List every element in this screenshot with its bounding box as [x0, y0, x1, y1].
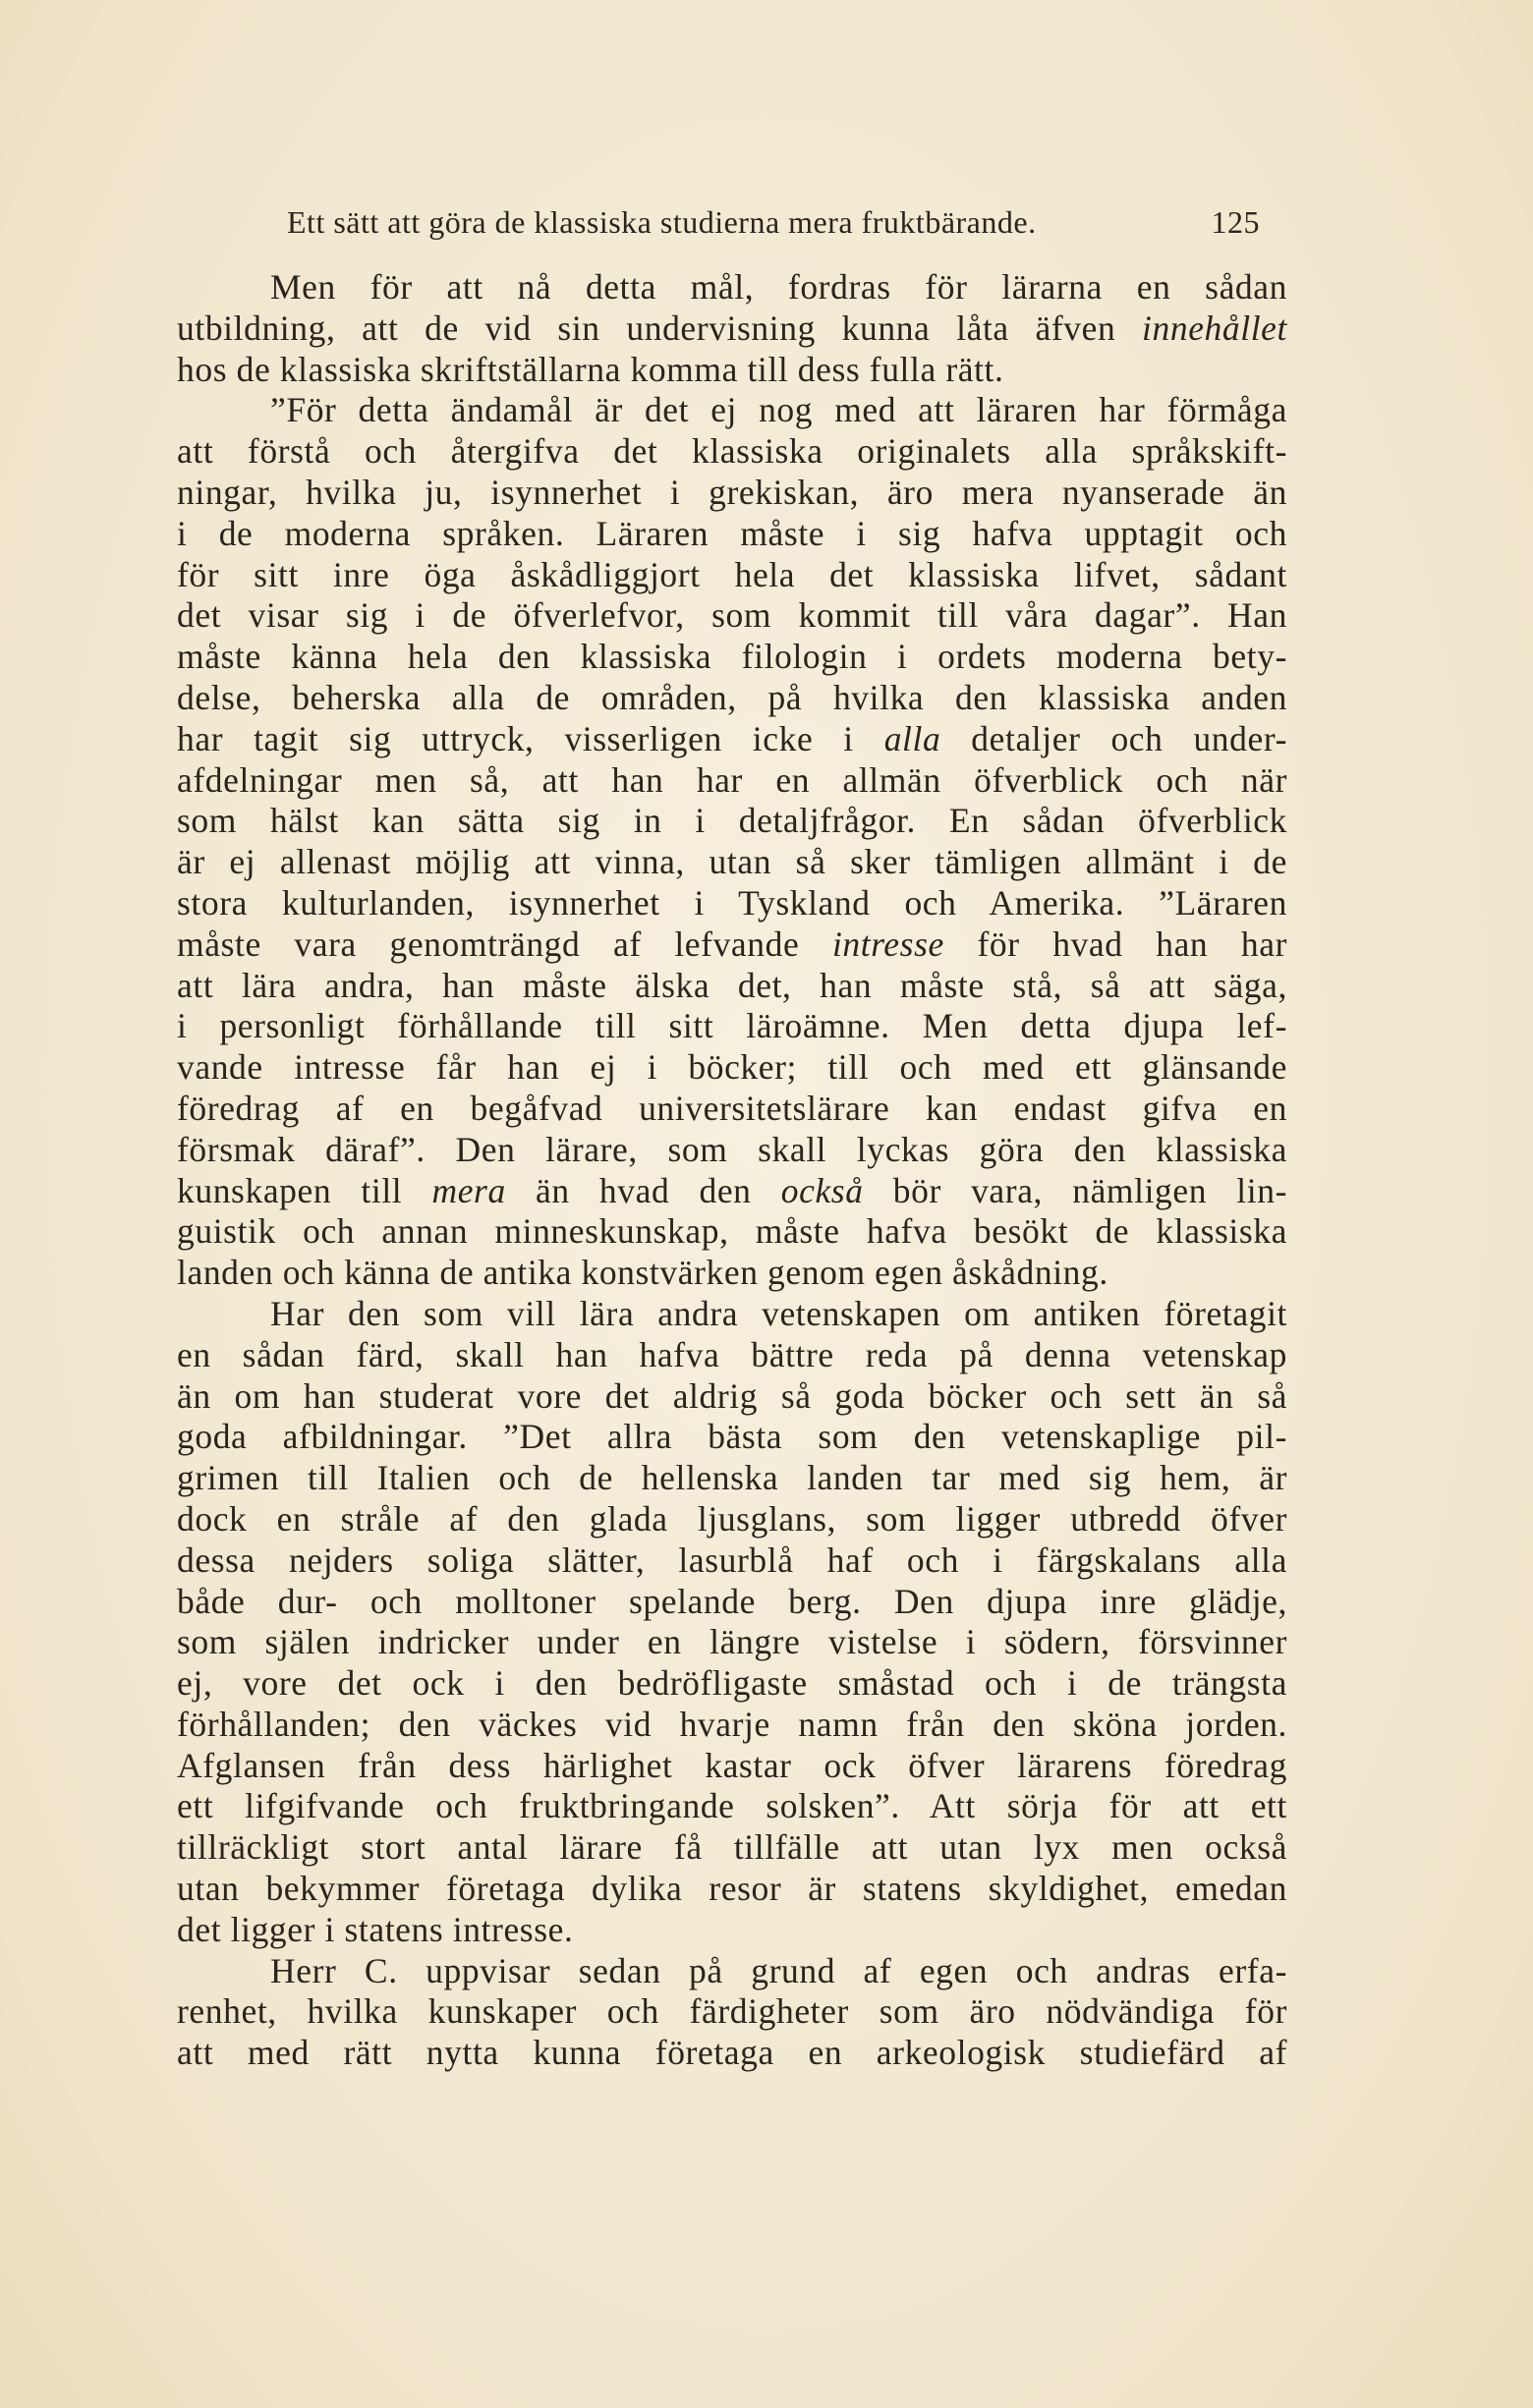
text-line: en sådan färd, skall han hafva bättre reda på denna vetenskap — [177, 1334, 1287, 1374]
text-line: renhet, hvilka kunskaper och färdigheter som äro nödvändiga för — [177, 1991, 1287, 2032]
text-line: i personligt förhållande till sitt läroämne. Men detta djupa lef- — [177, 1006, 1287, 1046]
text-line: det visar sig i de öfverlefvor, som kommit till våra dagar”. Han — [177, 595, 1287, 636]
text-line: Men för att nå detta mål, fordras för lärarna en sådan — [270, 267, 1287, 307]
text-line: föredrag af en begåfvad universitetslärare kan endast gifva en — [177, 1088, 1287, 1128]
text-segment: detaljer och under- — [940, 718, 1287, 758]
text-line: ej, vore det ock i den bedröfligaste småstad och i de trängsta — [177, 1663, 1287, 1704]
text-line: utan bekymmer företaga dylika resor är statens skyldighet, emedan — [177, 1869, 1287, 1909]
text-line: stora kulturlanden, isynnerhet i Tyskland och Amerika. ”Läraren — [177, 882, 1287, 923]
text-segment: för hvad han har — [943, 924, 1288, 964]
text-line: måste känna hela den klassiska filologin i ordets moderna bety- — [177, 637, 1287, 677]
text-segment: kunskapen till — [177, 1170, 432, 1210]
text-line: för sitt inre öga åskådliggjort hela det klassiska lifvet, sådant — [177, 554, 1287, 594]
text-line: ”För detta ändamål är det ej nog med att läraren har förmåga — [270, 390, 1287, 430]
text-line: hos de klassiska skriftställarna komma till dess fulla rätt. — [177, 349, 1004, 389]
emphasized-word: också — [780, 1170, 864, 1210]
text-segment: utbildning, att de vid sin undervisning kunna låta äfven — [177, 308, 1143, 348]
text-line: ningar, hvilka ju, isynnerhet i grekiskan, äro mera nyanserade än — [177, 472, 1287, 512]
text-line: Har den som vill lära andra vetenskapen om antiken företagit — [270, 1293, 1287, 1333]
running-title: Ett sätt att göra de klassiska studierna mera fruktbärande. — [287, 204, 1037, 240]
text-line — [177, 308, 1287, 350]
text-line: goda afbildningar. ”Det allra bästa som den vetenskaplige pil- — [177, 1417, 1287, 1457]
emphasized-word: intresse — [831, 924, 944, 964]
text-line: tillräckligt stort antal lärare få tillfälle att utan lyx men också — [177, 1827, 1287, 1868]
text-line: grimen till Italien och de hellenska landen tar med sig hem, är — [177, 1458, 1287, 1498]
text-line — [177, 1171, 1287, 1212]
text-line: som hälst kan sätta sig in i detaljfrågor. En sådan öfverblick — [177, 801, 1287, 841]
text-line: är ej allenast möjlig att vinna, utan så sker tämligen allmänt i de — [177, 842, 1287, 882]
text-line: förhållanden; den väckes vid hvarje namn från den sköna jorden. — [177, 1704, 1287, 1744]
text-segment: har tagit sig uttryck, visserligen icke i — [177, 718, 884, 758]
text-line: landen och känna de antika konstvärken genom egen åskådning. — [177, 1253, 1108, 1293]
page-number: 125 — [1211, 204, 1260, 240]
text-line: Herr C. uppvisar sedan på grund af egen och andras erfa- — [270, 1950, 1287, 1990]
text-line: delse, beherska alla de områden, på hvilka den klassiska anden — [177, 677, 1287, 717]
text-segment: än hvad den — [505, 1170, 781, 1210]
text-line: som själen indricker under en längre vistelse i södern, försvinner — [177, 1622, 1287, 1662]
body-text — [177, 267, 1287, 2074]
text-line: dessa nejders soliga slätter, lasurblå haf och i färgskalans alla — [177, 1540, 1287, 1580]
text-line: dock en stråle af den glada ljusglans, som ligger utbredd öfver — [177, 1498, 1287, 1539]
text-segment: bör vara, nämligen lin- — [863, 1170, 1287, 1210]
text-line: än om han studerat vore det aldrig så goda böcker och sett än så — [177, 1375, 1287, 1416]
text-line: i de moderna språken. Läraren måste i sig hafva upptagit och — [177, 513, 1287, 553]
emphasized-word: alla — [883, 718, 941, 758]
text-line: att med rätt nytta kunna företaga en arkeologisk studiefärd af — [177, 2033, 1287, 2073]
text-segment: måste vara genomträngd af lefvande — [177, 924, 832, 964]
text-line: vande intresse får han ej i böcker; till och med ett glänsande — [177, 1047, 1287, 1088]
text-line — [177, 719, 1287, 760]
text-line: afdelningar men så, att han har en allmän öfverblick och när — [177, 759, 1287, 800]
text-line: guistik och annan minneskunskap, måste hafva besökt de klassiska — [177, 1211, 1287, 1252]
text-line: försmak däraf”. Den lärare, som skall lyckas göra den klassiska — [177, 1129, 1287, 1169]
emphasized-word: innehållet — [1142, 308, 1287, 348]
text-line: Afglansen från dess härlighet kastar ock öfver lärarens föredrag — [177, 1745, 1287, 1785]
text-line: att förstå och återgifva det klassiska originalets alla språkskift- — [177, 431, 1287, 472]
running-header — [287, 195, 1260, 250]
text-line — [177, 924, 1287, 966]
text-line: både dur- och molltoner spelande berg. Den djupa inre glädje, — [177, 1581, 1287, 1621]
text-line: att lära andra, han måste älska det, han måste stå, så att säga, — [177, 965, 1287, 1005]
emphasized-word: mera — [431, 1170, 506, 1210]
text-line: ett lifgifvande och fruktbringande solsken”. Att sörja för att ett — [177, 1786, 1287, 1826]
text-line: det ligger i statens intresse. — [177, 1909, 574, 1949]
